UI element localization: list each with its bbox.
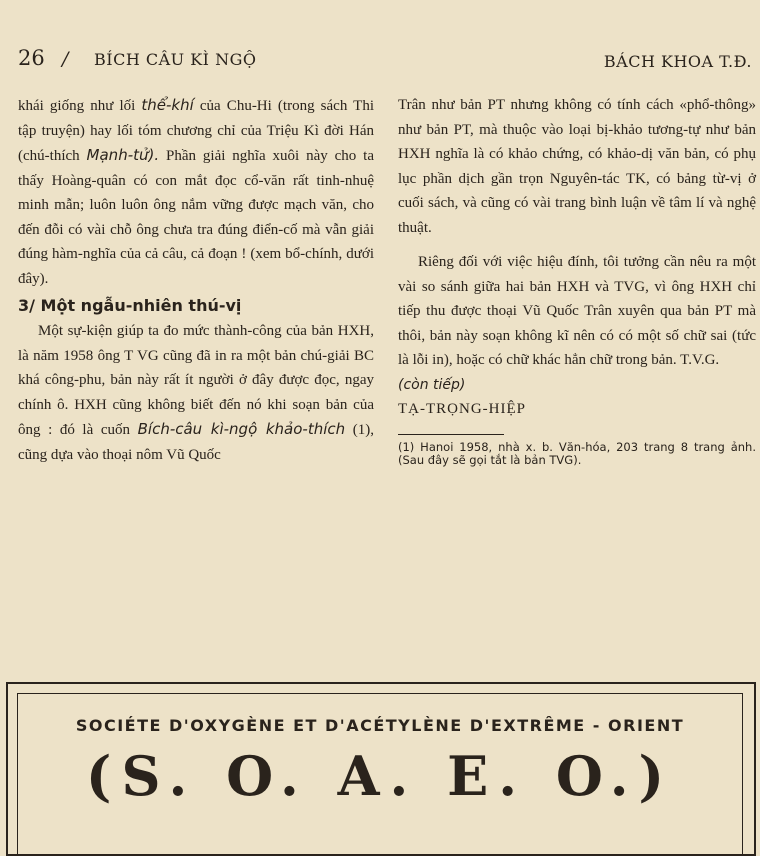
left-paragraph-1 (18, 93, 374, 291)
page-header (0, 42, 760, 78)
italic-term: Mạnh-tử). (86, 146, 160, 164)
footnote: (1) Hanoi 1958, nhà x. b. Văn-hóa, 203 trang 8 trang ảnh. (Sau đây sẽ gọi tắt là bản TVG). (398, 439, 756, 467)
right-column (398, 93, 756, 467)
journal-title: BÁCH KHOA T.Đ. (603, 52, 752, 71)
advertisement-acronym: (S. O. A. E. O.) (85, 744, 675, 808)
advertisement-box (6, 682, 756, 856)
text-run: Một sự-kiện giúp ta đo mức thành-công của bản HXH, là năm 1958 ông T VG cũng đã in ra một bản chú-giải BC khá công-phu, bản này rất ít người ở đây được đọc, ngay chính ô. HXH cũng không biết đến nó khi soạn bản của ông : đó là cuốn (18, 323, 374, 438)
advertisement-inner-frame (17, 693, 743, 855)
right-paragraph-2: Riêng đối với việc hiệu đính, tôi tưởng cần nêu ra một vài so sánh giữa hai bản HXH và TVG, vì ông HXH chỉ tiếp thu được thoại Vũ Quốc Trân xuyên qua bản PT mà thôi, bản này soạn không kĩ nên có có một số chữ sai (tức là lỗi in), hoặc có chữ khác hẳn chữ trong bản. T.V.G. (398, 254, 756, 368)
italic-term: thể-khí (141, 96, 194, 114)
running-title: BÍCH CÂU KÌ NGỘ (94, 50, 257, 69)
section-heading: 3/ Một ngẫu-nhiên thú-vị (18, 296, 242, 315)
footnote-divider (398, 434, 504, 435)
right-paragraph-1: Trân như bản PT nhưng không có tính cách «phổ-thông» như bản PT, mà thuộc vào loại bị-khảo tương-tự như bản HXH nghĩa là có khảo chứng, có khảo-dị văn bản, có phụ lục phần dịch gần trọn Nguyên-tác TK, có bảng từ-vị ở cuối sách, và cũng có vài trang bình luận về tâm lí và nghệ thuật. (398, 97, 756, 236)
page-number: 26 (18, 46, 45, 70)
text-run: Phần giải nghĩa xuôi này cho ta thấy Hoàng-quân có con mắt đọc cổ-văn rất tinh-nhuệ minh mẫn; luôn luôn ông nắm vững được mạch văn, cho đến đỗi có vài chỗ ông chưa tra đúng điển-cố mà vẫn giải đúng hàm-nghĩa của cả câu, cả đoạn ! (xem bổ-chính, dưới đây). (18, 148, 374, 287)
left-column (18, 93, 374, 467)
text-run: khái giống như lối (18, 98, 142, 114)
author-signature: TẠ-TRỌNG-HIỆP (398, 401, 526, 417)
italic-book-title: Bích-câu kì-ngộ khảo-thích (137, 420, 346, 438)
advertisement-company-name: SOCIÉTE D'OXYGÈNE ET D'ACÉTYLÈNE D'EXTRÊME - ORIENT (75, 716, 685, 735)
text-run: (1), cũng dựa vào thoại nôm Vũ Quốc (18, 422, 374, 463)
header-separator: / (62, 48, 69, 70)
left-paragraph-2 (18, 319, 374, 467)
text-run: của Chu-Hi (trong sách Thi tập truyện) hay lối tóm chương chỉ của Triệu Kì đời Hán (chú-thích (18, 98, 374, 164)
continued-note: (còn tiếp) (398, 376, 466, 393)
